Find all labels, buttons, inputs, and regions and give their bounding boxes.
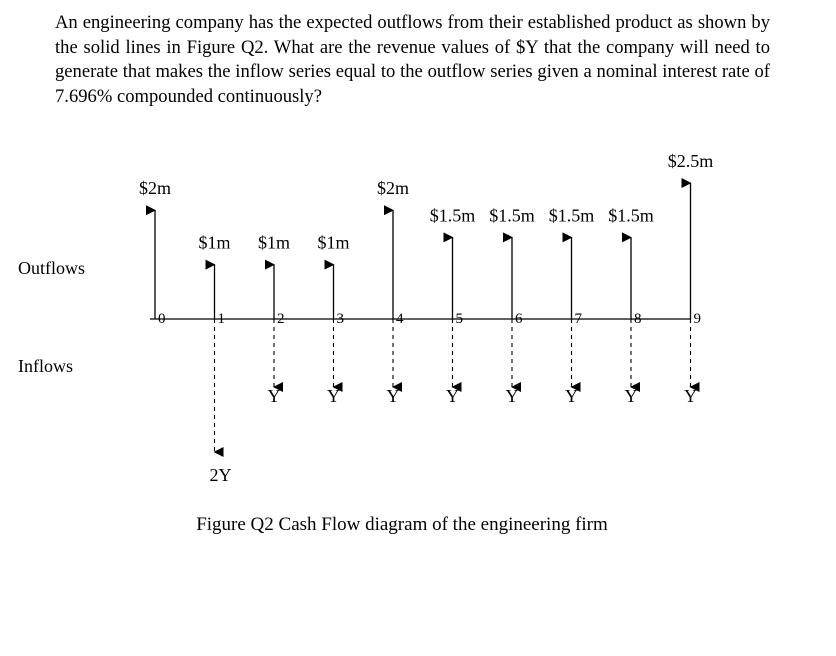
period-tick-6: 6 — [515, 311, 523, 327]
inflows-label: Inflows — [18, 356, 73, 376]
period-tick-1: 1 — [217, 311, 225, 327]
outflow-label-2: $1m — [257, 232, 291, 253]
period-tick-9: 9 — [693, 311, 701, 327]
period-tick-8: 8 — [634, 311, 642, 327]
inflow-label-9: Y — [684, 386, 697, 406]
question-text: An engineering company has the expected outflows from their established product as shown by the solid lines in Figure Q2. What are the revenue values of $Y that the company will need to generate that makes the inflow series equal to the outflow series given a nominal interest rate of 7.696% compounded continuously? — [55, 12, 770, 107]
outflow-arrows — [139, 151, 713, 319]
inflow-label-3: Y — [327, 386, 340, 406]
inflow-label-8: Y — [624, 386, 638, 406]
inflow-arrows — [210, 319, 698, 485]
figure-caption: Figure Q2 Cash Flow diagram of the engineering firm — [196, 514, 608, 535]
period-tick-0: 0 — [158, 311, 166, 327]
period-tick-4: 4 — [396, 311, 404, 327]
outflow-label-1: $1m — [198, 232, 231, 253]
outflow-label-3: $1m — [317, 232, 350, 253]
outflow-label-4: $2m — [376, 178, 410, 199]
period-tick-7: 7 — [574, 311, 582, 327]
inflow-label-2: Y — [267, 386, 281, 406]
inflow-label-7: Y — [565, 386, 578, 406]
outflow-label-6: $1.5m — [489, 205, 535, 226]
period-tick-5: 5 — [455, 311, 463, 327]
outflow-label-9: $2.5m — [667, 151, 714, 171]
period-tick-3: 3 — [336, 311, 344, 327]
inflow-label-6: Y — [505, 386, 519, 406]
inflow-label-4: Y — [386, 386, 400, 406]
period-tick-2: 2 — [277, 311, 285, 327]
inflow-label-5: Y — [446, 386, 459, 406]
outflows-label: Outflows — [18, 258, 85, 278]
inflow-label-1: 2Y — [209, 465, 232, 485]
outflow-label-5: $1.5m — [429, 205, 476, 226]
outflow-label-8: $1.5m — [608, 205, 654, 226]
outflow-label-0: $2m — [138, 178, 172, 199]
outflow-label-7: $1.5m — [548, 205, 595, 226]
